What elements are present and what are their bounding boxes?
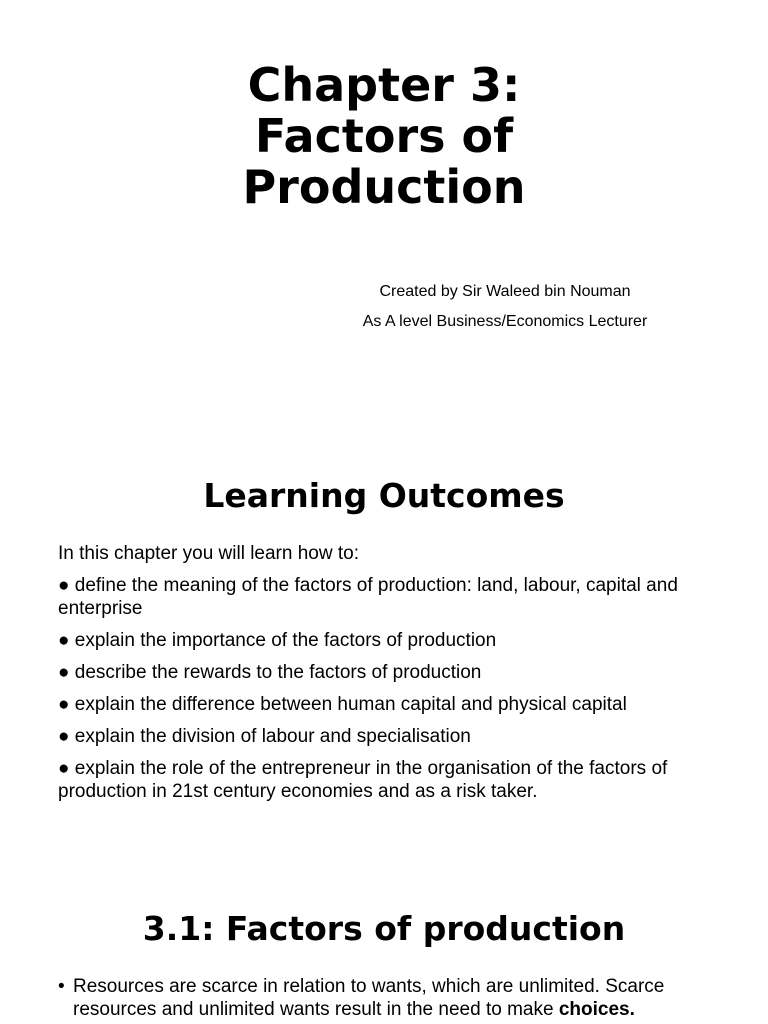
learning-outcome-item: ● explain the role of the entrepreneur in the organisation of the factors of production in 21st century economies and as a risk taker. — [58, 758, 668, 802]
learning-outcomes-intro: In this chapter you will learn how to: — [58, 543, 359, 564]
learning-outcome-item: ● explain the importance of the factors of production — [58, 630, 497, 651]
bullet-icon: • — [58, 976, 65, 997]
list-item — [58, 975, 728, 1021]
learning-outcomes-body — [58, 542, 728, 812]
bullet-text: Resources are scarce in relation to wants, which are unlimited. Scarce resources and unlimited wants result in the need to make — [73, 976, 665, 1020]
chapter-title-line-2: Factors of — [254, 109, 514, 163]
learning-outcome-item: ● explain the division of labour and specialisation — [58, 726, 471, 747]
factors-bullet-list — [58, 975, 728, 1021]
learning-outcomes-heading: Learning Outcomes — [203, 476, 565, 515]
learning-outcome-item: ● define the meaning of the factors of production: land, labour, capital and enterprise — [58, 575, 678, 619]
author-credit-line-2: As A level Business/Economics Lecturer — [362, 313, 648, 330]
chapter-title — [0, 60, 768, 213]
author-credits — [290, 277, 720, 337]
factors-of-production-heading: 3.1: Factors of production — [142, 909, 626, 948]
author-credit-line-1: Created by Sir Waleed bin Nouman — [379, 283, 631, 300]
learning-outcome-item: ● explain the difference between human capital and physical capital — [58, 694, 627, 715]
chapter-title-line-3: Production — [242, 160, 526, 214]
bullet-emphasis: choices. — [558, 999, 635, 1020]
chapter-title-line-1: Chapter 3: — [247, 58, 521, 112]
learning-outcome-item: ● describe the rewards to the factors of production — [58, 662, 482, 683]
